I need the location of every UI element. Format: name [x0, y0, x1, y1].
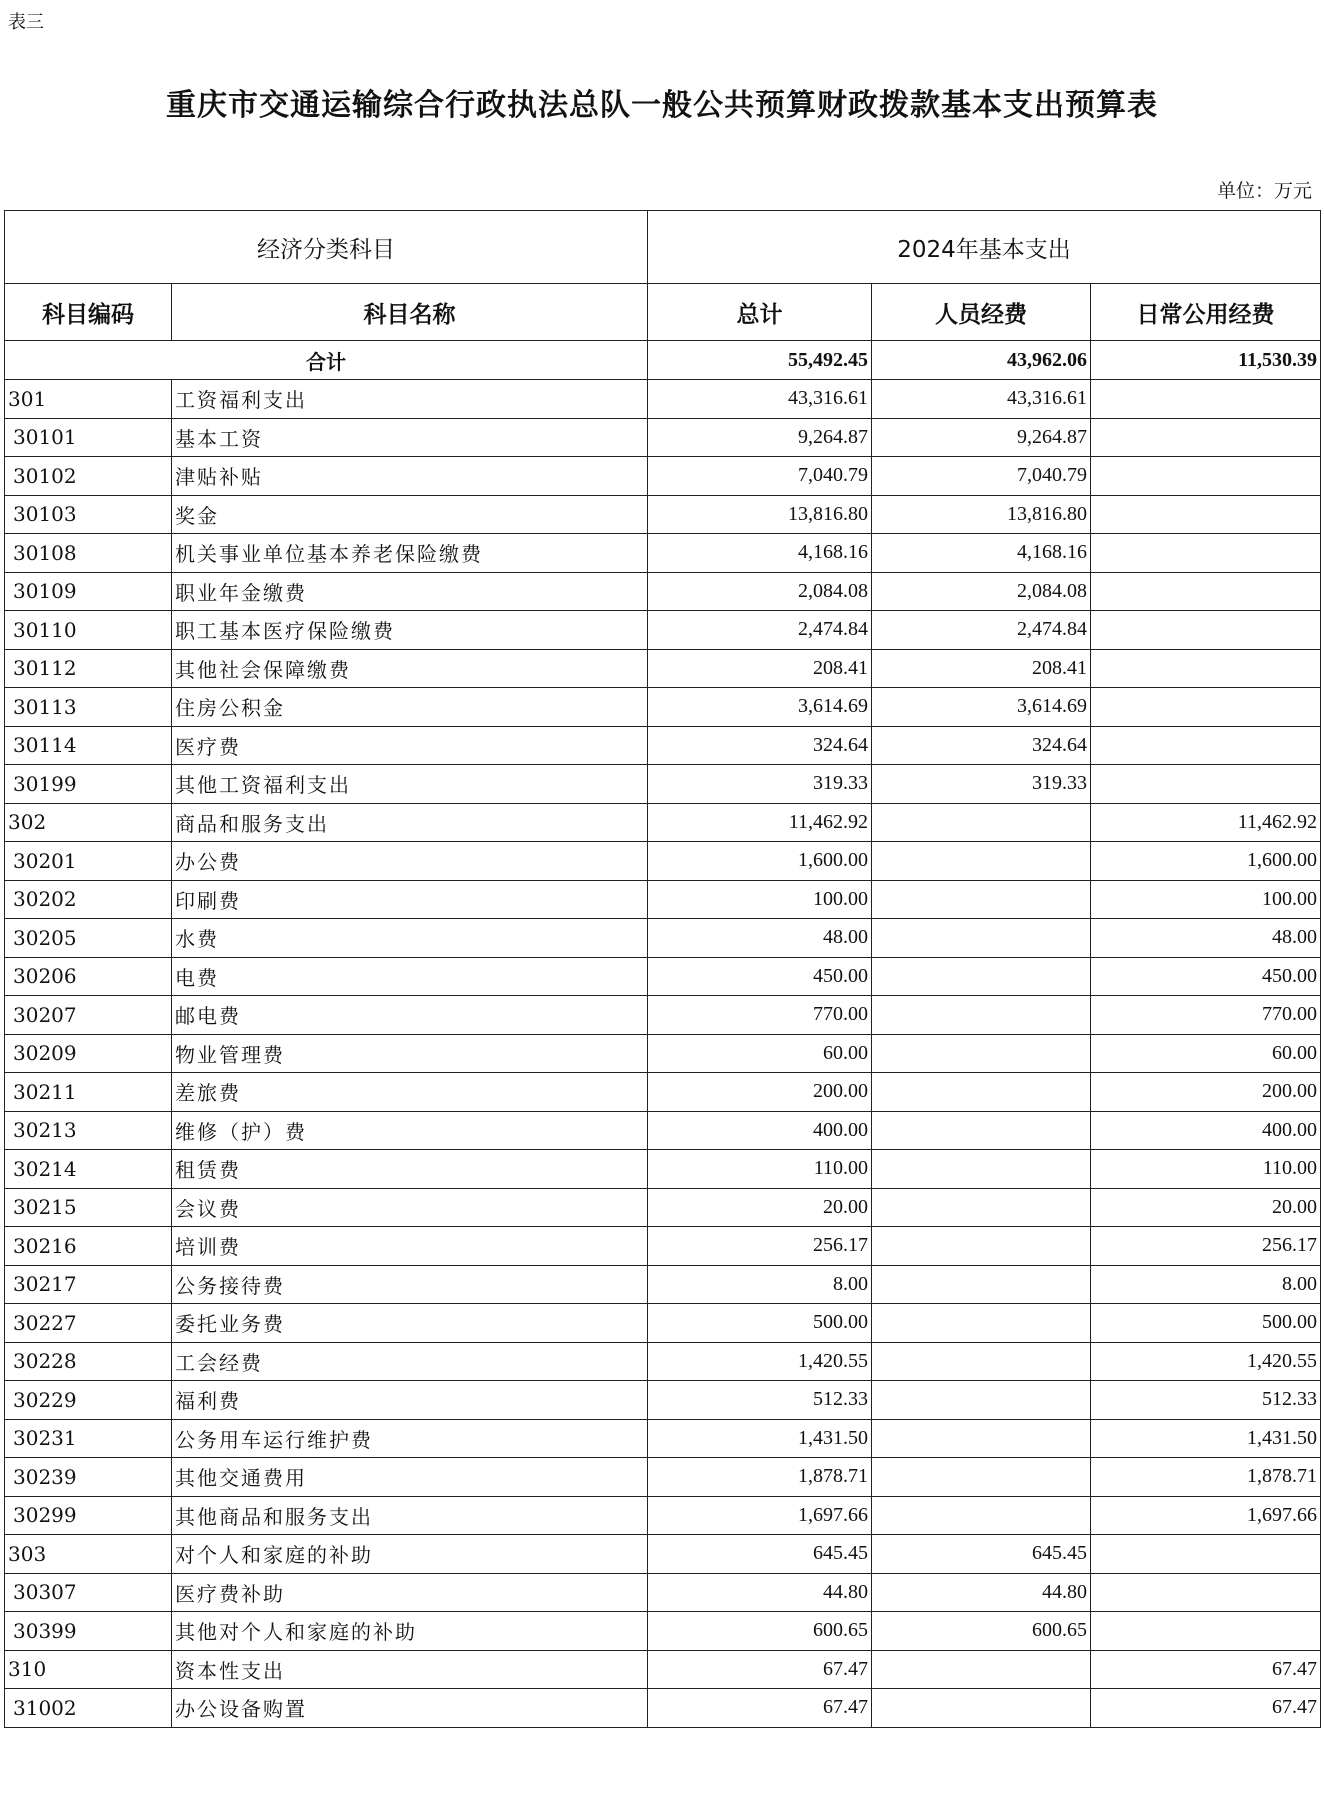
row-public: 1,431.50	[1091, 1419, 1321, 1458]
row-total: 67.47	[648, 1689, 872, 1728]
table-row	[5, 726, 1321, 765]
row-total: 256.17	[648, 1227, 872, 1266]
unit-label: 单位：万元	[1216, 180, 1312, 202]
row-public: 400.00	[1091, 1111, 1321, 1150]
row-name: 住房公积金	[172, 688, 648, 727]
row-public: 1,878.71	[1091, 1458, 1321, 1497]
table-row	[5, 1073, 1321, 1112]
row-code: 30231	[5, 1419, 172, 1458]
table-row	[5, 688, 1321, 727]
row-code: 30207	[5, 996, 172, 1035]
row-code: 303	[5, 1535, 172, 1574]
row-public	[1091, 611, 1321, 650]
row-code: 30202	[5, 880, 172, 919]
row-public: 770.00	[1091, 996, 1321, 1035]
row-total: 500.00	[648, 1304, 872, 1343]
row-total: 645.45	[648, 1535, 872, 1574]
header-public: 日常公用经费	[1091, 284, 1321, 341]
header-code: 科目编码	[5, 284, 172, 341]
row-code: 301	[5, 380, 172, 419]
row-code: 30206	[5, 957, 172, 996]
table-row	[5, 1381, 1321, 1420]
table-row	[5, 1458, 1321, 1497]
row-personnel: 3,614.69	[872, 688, 1091, 727]
row-public	[1091, 1535, 1321, 1574]
row-public: 256.17	[1091, 1227, 1321, 1266]
row-code: 30216	[5, 1227, 172, 1266]
row-code: 31002	[5, 1689, 172, 1728]
row-personnel	[872, 1419, 1091, 1458]
row-name: 委托业务费	[172, 1304, 648, 1343]
row-code: 30213	[5, 1111, 172, 1150]
row-personnel: 4,168.16	[872, 534, 1091, 573]
table-row	[5, 572, 1321, 611]
row-name: 办公设备购置	[172, 1689, 648, 1728]
row-public: 1,697.66	[1091, 1496, 1321, 1535]
row-public	[1091, 418, 1321, 457]
table-row	[5, 996, 1321, 1035]
table-row	[5, 1150, 1321, 1189]
row-name: 资本性支出	[172, 1650, 648, 1689]
row-total: 43,316.61	[648, 380, 872, 419]
row-personnel: 13,816.80	[872, 495, 1091, 534]
row-code: 30101	[5, 418, 172, 457]
table-row	[5, 919, 1321, 958]
row-personnel: 7,040.79	[872, 457, 1091, 496]
row-name: 工会经费	[172, 1342, 648, 1381]
row-code: 30205	[5, 919, 172, 958]
row-public: 8.00	[1091, 1265, 1321, 1304]
table-row	[5, 534, 1321, 573]
budget-table	[4, 210, 1321, 1728]
row-code: 30113	[5, 688, 172, 727]
header-total: 总计	[648, 284, 872, 341]
row-personnel	[872, 1227, 1091, 1266]
row-total: 60.00	[648, 1034, 872, 1073]
row-total: 110.00	[648, 1150, 872, 1189]
row-code: 30199	[5, 765, 172, 804]
table-row	[5, 1535, 1321, 1574]
row-total: 44.80	[648, 1573, 872, 1612]
row-name: 邮电费	[172, 996, 648, 1035]
row-name: 公务接待费	[172, 1265, 648, 1304]
row-name: 办公费	[172, 842, 648, 881]
row-total: 9,264.87	[648, 418, 872, 457]
row-total: 200.00	[648, 1073, 872, 1112]
row-total: 1,600.00	[648, 842, 872, 881]
row-public: 500.00	[1091, 1304, 1321, 1343]
row-total: 48.00	[648, 919, 872, 958]
total-sum: 55,492.45	[648, 341, 872, 380]
row-code: 310	[5, 1650, 172, 1689]
row-public: 11,462.92	[1091, 803, 1321, 842]
row-total: 3,614.69	[648, 688, 872, 727]
row-code: 30109	[5, 572, 172, 611]
header-economic-classification: 经济分类科目	[5, 211, 648, 284]
row-name: 电费	[172, 957, 648, 996]
row-code: 30239	[5, 1458, 172, 1497]
row-public	[1091, 572, 1321, 611]
row-name: 职业年金缴费	[172, 572, 648, 611]
row-public: 110.00	[1091, 1150, 1321, 1189]
row-personnel: 2,084.08	[872, 572, 1091, 611]
row-code: 30201	[5, 842, 172, 881]
table-row	[5, 1111, 1321, 1150]
row-public: 20.00	[1091, 1188, 1321, 1227]
row-total: 400.00	[648, 1111, 872, 1150]
table-row	[5, 880, 1321, 919]
page-title: 重庆市交通运输综合行政执法总队一般公共预算财政拨款基本支出预算表	[166, 88, 1158, 123]
row-public: 67.47	[1091, 1650, 1321, 1689]
row-code: 302	[5, 803, 172, 842]
row-public	[1091, 457, 1321, 496]
table-row	[5, 1612, 1321, 1651]
row-total: 1,420.55	[648, 1342, 872, 1381]
row-personnel	[872, 1689, 1091, 1728]
table-row	[5, 495, 1321, 534]
row-public	[1091, 1573, 1321, 1612]
row-personnel	[872, 1188, 1091, 1227]
table-row	[5, 457, 1321, 496]
row-code: 30307	[5, 1573, 172, 1612]
row-total: 67.47	[648, 1650, 872, 1689]
table-row	[5, 803, 1321, 842]
row-personnel	[872, 1304, 1091, 1343]
row-public	[1091, 1612, 1321, 1651]
row-name: 机关事业单位基本养老保险缴费	[172, 534, 648, 573]
row-name: 会议费	[172, 1188, 648, 1227]
row-personnel	[872, 1650, 1091, 1689]
row-personnel	[872, 880, 1091, 919]
row-public: 67.47	[1091, 1689, 1321, 1728]
row-personnel	[872, 803, 1091, 842]
row-name: 其他交通费用	[172, 1458, 648, 1497]
row-personnel	[872, 1342, 1091, 1381]
row-code: 30214	[5, 1150, 172, 1189]
table-row	[5, 957, 1321, 996]
table-row	[5, 1496, 1321, 1535]
header-personnel: 人员经费	[872, 284, 1091, 341]
header-row-group	[5, 211, 1321, 284]
row-public: 1,420.55	[1091, 1342, 1321, 1381]
row-public: 100.00	[1091, 880, 1321, 919]
row-name: 其他对个人和家庭的补助	[172, 1612, 648, 1651]
row-personnel: 319.33	[872, 765, 1091, 804]
row-personnel: 2,474.84	[872, 611, 1091, 650]
row-code: 30112	[5, 649, 172, 688]
row-personnel: 324.64	[872, 726, 1091, 765]
row-total: 1,431.50	[648, 1419, 872, 1458]
row-personnel: 9,264.87	[872, 418, 1091, 457]
row-name: 医疗费补助	[172, 1573, 648, 1612]
table-tag: 表三	[8, 12, 44, 33]
total-row	[5, 341, 1321, 380]
row-public: 450.00	[1091, 957, 1321, 996]
table-row	[5, 1650, 1321, 1689]
row-personnel	[872, 1496, 1091, 1535]
row-code: 30211	[5, 1073, 172, 1112]
table-row	[5, 1227, 1321, 1266]
row-name: 公务用车运行维护费	[172, 1419, 648, 1458]
row-name: 津贴补贴	[172, 457, 648, 496]
row-total: 8.00	[648, 1265, 872, 1304]
row-public	[1091, 534, 1321, 573]
row-total: 2,474.84	[648, 611, 872, 650]
row-code: 30217	[5, 1265, 172, 1304]
total-personnel: 43,962.06	[872, 341, 1091, 380]
table-row	[5, 1188, 1321, 1227]
row-personnel	[872, 1265, 1091, 1304]
header-row-columns	[5, 284, 1321, 341]
row-code: 30108	[5, 534, 172, 573]
row-total: 512.33	[648, 1381, 872, 1420]
row-personnel: 600.65	[872, 1612, 1091, 1651]
table-row	[5, 649, 1321, 688]
row-public	[1091, 649, 1321, 688]
row-total: 1,878.71	[648, 1458, 872, 1497]
row-name: 奖金	[172, 495, 648, 534]
row-code: 30227	[5, 1304, 172, 1343]
row-public	[1091, 688, 1321, 727]
row-code: 30103	[5, 495, 172, 534]
table-row	[5, 1573, 1321, 1612]
row-personnel: 43,316.61	[872, 380, 1091, 419]
row-public: 512.33	[1091, 1381, 1321, 1420]
row-name: 工资福利支出	[172, 380, 648, 419]
header-basic-expenditure: 2024年基本支出	[648, 211, 1321, 284]
row-personnel	[872, 1458, 1091, 1497]
row-public	[1091, 726, 1321, 765]
row-public: 1,600.00	[1091, 842, 1321, 881]
row-code: 30114	[5, 726, 172, 765]
row-personnel	[872, 1111, 1091, 1150]
row-code: 30299	[5, 1496, 172, 1535]
row-public	[1091, 380, 1321, 419]
row-total: 208.41	[648, 649, 872, 688]
row-code: 30228	[5, 1342, 172, 1381]
row-code: 30110	[5, 611, 172, 650]
row-public: 60.00	[1091, 1034, 1321, 1073]
row-total: 319.33	[648, 765, 872, 804]
table-row	[5, 842, 1321, 881]
table-row	[5, 380, 1321, 419]
row-total: 100.00	[648, 880, 872, 919]
row-total: 450.00	[648, 957, 872, 996]
row-name: 职工基本医疗保险缴费	[172, 611, 648, 650]
row-total: 324.64	[648, 726, 872, 765]
row-name: 其他商品和服务支出	[172, 1496, 648, 1535]
row-code: 30102	[5, 457, 172, 496]
table-row	[5, 1342, 1321, 1381]
table-row	[5, 1419, 1321, 1458]
row-personnel	[872, 957, 1091, 996]
row-public	[1091, 495, 1321, 534]
row-personnel	[872, 919, 1091, 958]
row-personnel: 208.41	[872, 649, 1091, 688]
row-name: 差旅费	[172, 1073, 648, 1112]
table-row	[5, 418, 1321, 457]
row-name: 商品和服务支出	[172, 803, 648, 842]
row-name: 水费	[172, 919, 648, 958]
row-name: 其他工资福利支出	[172, 765, 648, 804]
row-total: 4,168.16	[648, 534, 872, 573]
row-personnel	[872, 842, 1091, 881]
row-total: 20.00	[648, 1188, 872, 1227]
row-code: 30209	[5, 1034, 172, 1073]
row-public: 200.00	[1091, 1073, 1321, 1112]
row-total: 7,040.79	[648, 457, 872, 496]
row-name: 印刷费	[172, 880, 648, 919]
row-name: 物业管理费	[172, 1034, 648, 1073]
table-row	[5, 1034, 1321, 1073]
row-code: 30399	[5, 1612, 172, 1651]
row-name: 医疗费	[172, 726, 648, 765]
row-personnel	[872, 1034, 1091, 1073]
table-row	[5, 1304, 1321, 1343]
row-personnel	[872, 1381, 1091, 1420]
row-name: 培训费	[172, 1227, 648, 1266]
row-code: 30229	[5, 1381, 172, 1420]
row-name: 基本工资	[172, 418, 648, 457]
row-personnel	[872, 1073, 1091, 1112]
row-public: 48.00	[1091, 919, 1321, 958]
row-code: 30215	[5, 1188, 172, 1227]
row-total: 770.00	[648, 996, 872, 1035]
row-name: 维修（护）费	[172, 1111, 648, 1150]
table-row	[5, 1689, 1321, 1728]
total-public: 11,530.39	[1091, 341, 1321, 380]
row-total: 1,697.66	[648, 1496, 872, 1535]
row-name: 租赁费	[172, 1150, 648, 1189]
row-personnel	[872, 1150, 1091, 1189]
row-name: 对个人和家庭的补助	[172, 1535, 648, 1574]
row-name: 福利费	[172, 1381, 648, 1420]
row-total: 11,462.92	[648, 803, 872, 842]
header-name: 科目名称	[172, 284, 648, 341]
row-total: 2,084.08	[648, 572, 872, 611]
row-total: 600.65	[648, 1612, 872, 1651]
row-personnel	[872, 996, 1091, 1035]
table-row	[5, 765, 1321, 804]
row-name: 其他社会保障缴费	[172, 649, 648, 688]
row-personnel: 44.80	[872, 1573, 1091, 1612]
row-personnel: 645.45	[872, 1535, 1091, 1574]
table-row	[5, 1265, 1321, 1304]
row-public	[1091, 765, 1321, 804]
row-total: 13,816.80	[648, 495, 872, 534]
table-row	[5, 611, 1321, 650]
total-label: 合计	[5, 341, 648, 380]
